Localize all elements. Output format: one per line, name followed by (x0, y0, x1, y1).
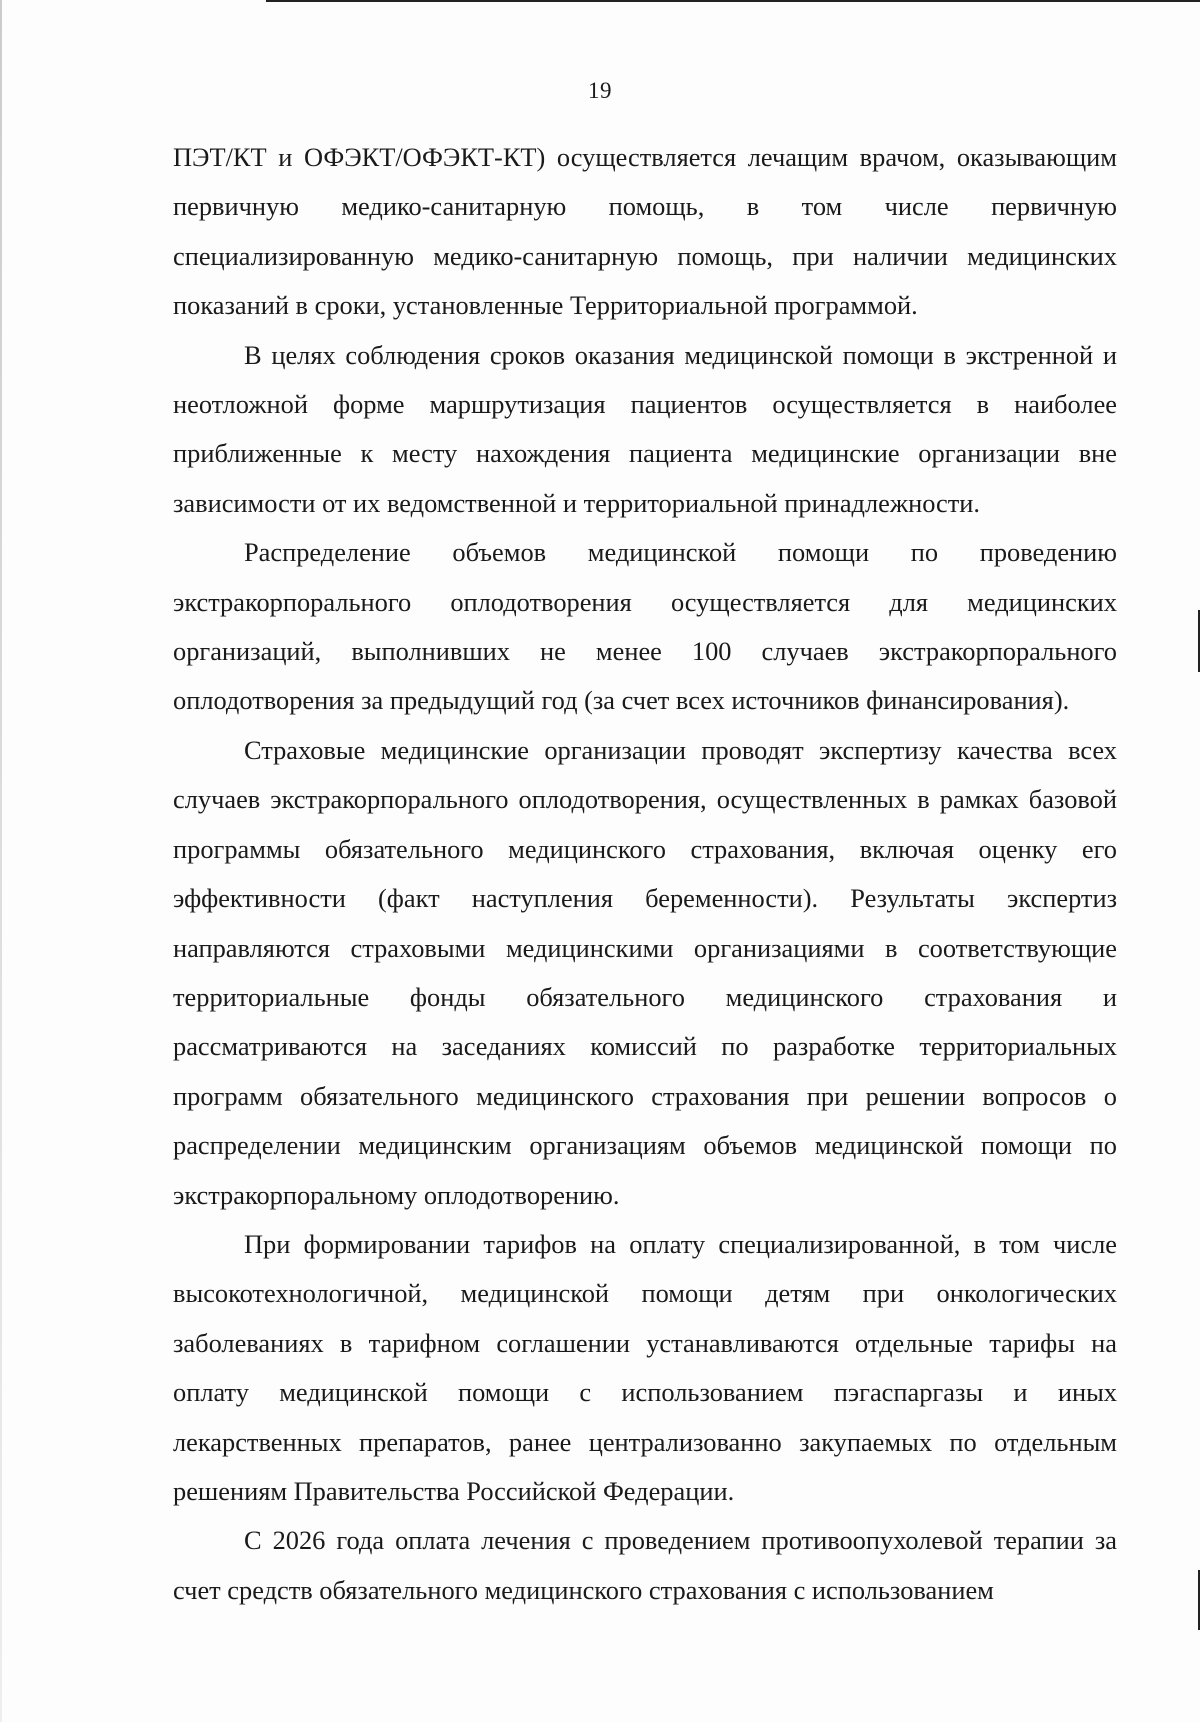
paragraph: Распределение объемов медицинской помощи по проведению экстракорпорального оплодотворения осуществляется для медицинских организаций, выполнивших не менее 100 случаев экстракорпорального оплодотворения за предыдущий год (за счет всех источников финансирования). (173, 537, 1117, 716)
top-rule (266, 0, 1200, 2)
paragraph: В целях соблюдения сроков оказания медицинской помощи в экстренной и неотложной форме маршрутизация пациентов осуществляется в наиболее приближенные к месту нахождения пациента медицинские организации вне зависимости от их ведомственной и территориальной принадлежности. (173, 339, 1117, 518)
paragraph: С 2026 года оплата лечения с проведением противоопухолевой терапии за счет средств обязательного медицинского страхования с использованием (173, 1525, 1117, 1605)
scan-left-edge (0, 0, 2, 1722)
paragraph: Страховые медицинские организации проводят экспертизу качества всех случаев экстракорпорального оплодотворения, осуществленных в рамках базовой программы обязательного медицинского страхования, включая оценку его эффективности (факт наступления беременности). Результаты экспертиз направляются страховыми медицинскими организациями в соответствующие территориальные фонды обязательного медицинского страхования и рассматриваются на заседаниях комиссий по разработке территориальных программ обязательного медицинского страхования при решении вопросов о распределении медицинским организациям объемов медицинской помощи по экстракорпоральному оплодотворению. (173, 734, 1117, 1210)
paragraph: При формировании тарифов на оплату специализированной, в том числе высокотехнологичной, медицинской помощи детям при онкологических заболеваниях в тарифном соглашении устанавливаются отдельные тарифы на оплату медицинской помощи с использованием пэгаспаргазы и иных лекарственных препаратов, ранее централизованно закупаемых по отдельным решениям Правительства Российской Федерации. (173, 1228, 1117, 1506)
body-text (173, 133, 1117, 1615)
paragraph-continuation: ПЭТ/КТ и ОФЭКТ/ОФЭКТ-КТ) осуществляется лечащим врачом, оказывающим первичную медико-санитарную помощь, в том числе первичную специализированную медико-санитарную помощь, при наличии медицинских показаний в сроки, установленные Территориальной программой. (173, 142, 1117, 321)
page-number: 19 (588, 78, 612, 103)
